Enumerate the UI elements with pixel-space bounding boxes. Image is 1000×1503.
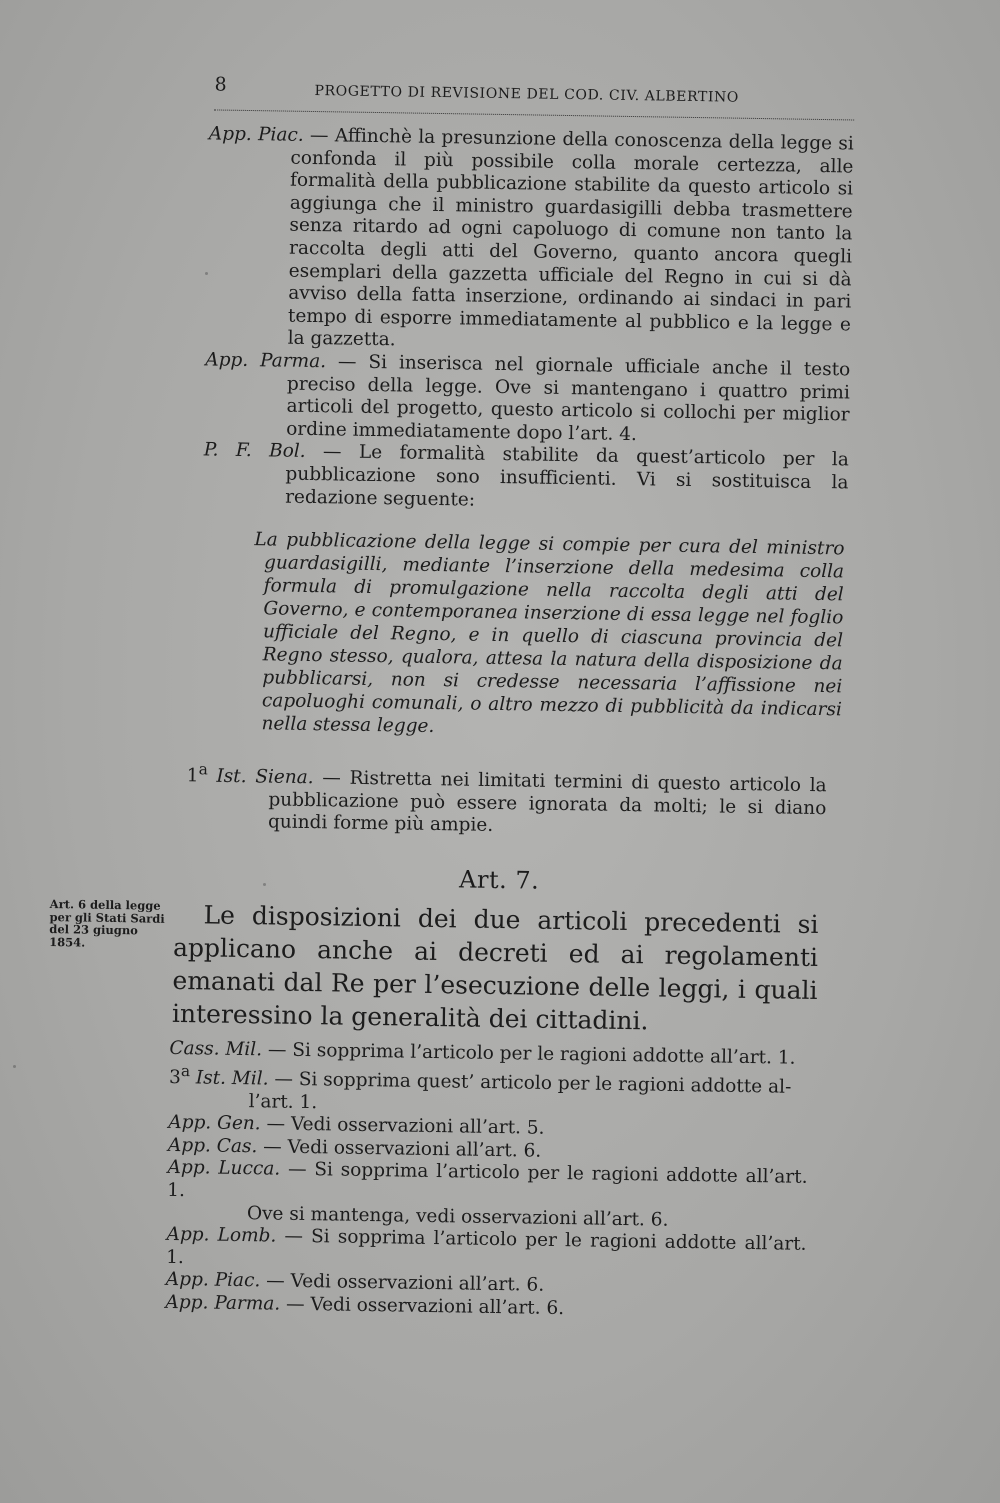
article-text: Le disposizioni dei due articoli precedenti si applicano anche ai decreti ed ai regolamenti emanati dal Re per l’esecuzione delle leggi, i quali interessino la generalità dei cittadini. (171, 900, 819, 1036)
proposed-text: La pubblicazione della legge si compie per cura del ministro guardasigilli, mediante l’inserzione della medesima colla formula di promulgazione nella raccolta degli atti del Governo, e contemporanea inserzione di essa legge nel foglio ufficiale del Regno, e in quello di ciascuna provincia del Regno stesso, qualora, attesa la natura della disposizione da pubblicarsi, non si credesse necessaria l’affissione nei capoluoghi comunali, o altro mezzo di pubblicità da indicarsi nella stessa legge. (254, 529, 845, 737)
comment-source: Ist. Mil. (195, 1067, 269, 1090)
comment-text: — Si sopprima l’articolo per le ragioni addotte all’art. 1. (167, 1158, 808, 1201)
comment-source: Cass. Mil. (169, 1037, 263, 1061)
comment-text: — Le formalità stabilite da quest’articolo per la pubblicazione sono insufficienti. Vi si sostituisca la redazione seguente: (285, 441, 849, 511)
comment-ordinal: 3 (168, 1067, 181, 1089)
comment-text: — Vedi osservazioni all’art. 6. (263, 1136, 542, 1162)
comment-text: — Si sopprima l’articolo per le ragioni addotte all’art. 1. (166, 1226, 807, 1268)
comment-source: App. Gen. (168, 1112, 261, 1135)
page-number: 8 (214, 73, 227, 96)
comment-paragraph (186, 758, 827, 843)
comments-bottom (165, 1038, 809, 1324)
comment-source: App. Cas. (167, 1134, 258, 1158)
comment-paragraph (205, 123, 853, 359)
comment-text: — Si sopprima l’articolo per le ragioni addotte all’art. 1. (267, 1039, 796, 1069)
comment-text: — Vedi osservazioni all’art. 5. (266, 1113, 545, 1140)
comment-continuation: Ove si mantenga, vedi osservazioni all’art. 6. (246, 1203, 669, 1231)
comments-top (203, 123, 854, 517)
comment-source: App. Parma. (165, 1291, 281, 1315)
comment-ordinal-sup: a (180, 1062, 191, 1081)
comment-text: — Affinchè la presunzione della conoscenza della legge si confonda il più possibile colla morale certezza, alle formalità della pubblicazione stabilite da questo articolo si aggiunga che il ministro guardasigilli debba trasmettere senza ritardo ad ogni capoluogo di comune non tanto la raccolta degli atti del Governo, quanto ancora quegli esemplari della gazzetta ufficiale del Regno in cui si dà avviso della fatta inserzione, ordinando ai sindaci in pari tempo di esporre immediatamente al pubblico e la legge e la gazzetta. (287, 124, 854, 351)
comment-source: App. Parma. (205, 349, 327, 373)
comment-paragraph (204, 349, 850, 449)
comment-text: — Si inserisca nel giornale ufficiale anche il testo preciso della legge. Ove si mantengano i quattro primi articoli del progetto, questo articolo si collochi per miglior ordine immediatamente dopo l’art. 4. (286, 351, 851, 445)
comment-source: App. Lomb. (166, 1224, 277, 1247)
marginal-note: Art. 6 della legge per gli Stati Sardi del 23 giugno 1854. (49, 896, 165, 950)
comment-text: — Vedi osservazioni all’art. 6. (266, 1270, 545, 1296)
comment-source: App. Lucca. (167, 1157, 281, 1180)
comment-ordinal: 1 (186, 765, 199, 787)
comment-ordinal-sup: a (198, 760, 208, 779)
comment-continuation: l’art. 1. (248, 1091, 318, 1114)
header-rule (214, 109, 854, 120)
article-title: Art. 7. (458, 865, 540, 895)
comment-paragraph (203, 440, 849, 518)
comment-text: — Si sopprima quest’ articolo per le ragioni addotte al- (274, 1069, 792, 1099)
comment-text: — Ristretta nei limitati termini di questo articolo la pubblicazione può essere ignorata da molti; le si diano quindi forme più ampie. (267, 767, 827, 837)
comment-source: App. Piac. (208, 123, 304, 146)
comment-source: Ist. Siena. (216, 765, 314, 789)
paper-speck (13, 1065, 16, 1068)
comment-text: — Vedi osservazioni all’art. 6. (285, 1293, 565, 1319)
paper-speck (263, 883, 266, 886)
siena-comment (186, 758, 827, 843)
page-header (214, 73, 855, 123)
comment-source: App. Piac. (165, 1269, 261, 1292)
running-title: PROGETTO DI REVISIONE DEL COD. CIV. ALBERTINO (314, 83, 740, 106)
comment-source: P. F. Bol. (203, 439, 306, 463)
paper-speck (205, 272, 208, 275)
